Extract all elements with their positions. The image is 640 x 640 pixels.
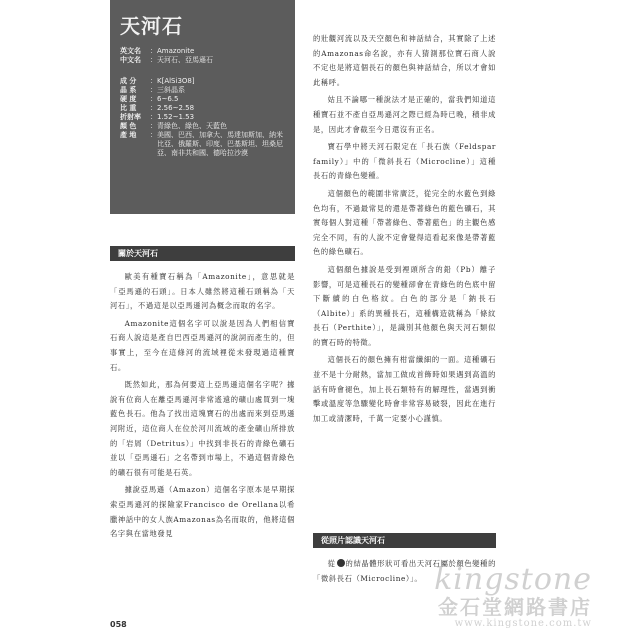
spec-key: 硬 度 (120, 95, 137, 103)
watermark-url: www.kingstone.com.tw (454, 618, 592, 629)
spec-row (120, 86, 287, 95)
spec-key: 顏 色 (120, 122, 137, 130)
spec-row (120, 77, 287, 86)
spec-separator: ： (150, 122, 157, 130)
paragraph: 歐美有種寶石稱為「Amazonite」，意思就是「亞馬遜的石頭」。日本人雖然將這種石頭稱為「天河石」，不過這是以亞馬遜河為概念而取的名字。 (110, 272, 295, 311)
paragraph: 這個顏色的範圍非常廣泛，從完全的水藍色到綠色均有，不過最常見的還是帶著綠色的藍色礦石，其實每個人對這種「帶著綠色、帶著藍色」的主觀色感完全不同，有的人說不定會覺得這看起來像是帶著藍色的綠色礦石。 (313, 188, 496, 257)
spec-names (120, 47, 287, 65)
spec-row (120, 47, 287, 56)
spec-row (120, 122, 287, 131)
paragraph: 姑且不論哪一種說法才是正確的，當我們知道這種寶石並不產自亞馬遜河之際已經為時已晚，積非成是，因此才會截至今日還沒有正名。 (313, 95, 496, 134)
right-column-text (313, 32, 496, 429)
paragraph: 寶石學中將天河石限定在「長石族（Feldspar family）」中的「微斜長石（Microcline）」這種長石的青綠色變種。 (313, 142, 496, 181)
page-number: 058 (110, 620, 127, 629)
section-header-about: 關於天河石 (110, 246, 295, 261)
spec-separator: ： (150, 131, 157, 139)
spec-separator: ： (150, 113, 157, 121)
watermark-brand: kingstone (434, 562, 592, 597)
left-column-text (110, 270, 295, 545)
spec-row (120, 113, 287, 122)
spec-key: 比 重 (120, 104, 137, 112)
spec-value: 美國、巴西、加拿大、馬達加斯加、納米比亞、俄羅斯、印度、巴基斯坦、坦桑尼亞、南非共和國、德哈拉沙漠 (157, 131, 283, 157)
spec-key: 折射率 (120, 113, 141, 121)
gem-title: 天河石 (120, 14, 183, 38)
spec-key: 中文名 (120, 56, 141, 64)
spec-value: 三斜晶系 (157, 86, 185, 94)
watermark-chinese-name: 金石堂網路書店 (438, 595, 592, 619)
spec-key: 產 地 (120, 131, 137, 139)
specification-box (110, 0, 295, 214)
photo-caption (313, 557, 496, 586)
number-circle-icon (337, 559, 345, 567)
spec-row (120, 131, 287, 158)
paragraph: 這個長石的顏色擁有柑當纖細的一面。這種礦石並不是十分耐熱，當加工做成首飾時如果遇到高溫的話有時會褪色，加上長石類特有的解理性，當遇到衝擊或溫度等急驟變化時會非常容易破裂，因此在進行加工或清潔時，千萬一定要小心謹慎。 (313, 355, 496, 423)
section-header-photos: 從照片認識天河石 (313, 533, 496, 548)
spec-separator: ： (150, 56, 157, 64)
caption-after: 的結晶體形狀可看出天河石屬於顏色變種的「微斜長石（Microcline）」。 (313, 559, 496, 583)
spec-key: 晶 系 (120, 86, 137, 94)
spec-row (120, 104, 287, 113)
spec-value: K[AlSi3O8] (157, 77, 195, 85)
spec-separator: ： (150, 47, 157, 55)
spec-value: 6~6.5 (157, 95, 179, 103)
spec-properties (120, 77, 287, 158)
paragraph: 的壯觀河流以及天空顏色和神話結合，其實除了上述的Amazonas命名說，亦有人猜測那位寶石商人說不定也是將這個長石的顏色與神話結合，所以才會如此稱呼。 (313, 34, 496, 87)
spec-separator: ： (150, 104, 157, 112)
spec-value: 2.56~2.58 (157, 104, 195, 112)
spec-separator: ： (150, 86, 157, 94)
spec-key: 英文名 (120, 47, 141, 55)
paragraph: 據說亞馬遜（Amazon）這個名字原本是早期探索亞馬遜河的探險家Francisco de Orellana以希臘神話中的女人族Amazonas為名而取的，他將這個名字與在當地發見 (110, 485, 295, 539)
spec-row (120, 56, 287, 65)
spec-key: 成 分 (120, 77, 137, 85)
spec-value: Amazonite (157, 47, 195, 55)
spec-separator: ： (150, 95, 157, 103)
spec-value: 天河石、亞馬遜石 (157, 56, 213, 64)
spec-divider (120, 65, 287, 77)
spec-row (120, 95, 287, 104)
caption-before: 從 (327, 559, 336, 568)
spec-separator: ： (150, 77, 157, 85)
paragraph: Amazonite這個名字可以說是因為人們相信寶石商人說這是產自巴西亞馬遜河的說詞而產生的，但事實上，至今在這條河的流域裡從未發現過這種寶石。 (110, 318, 295, 372)
spec-value: 青綠色、綠色、天藍色 (157, 122, 227, 130)
paragraph: 這個顏色據說是受到裡頭所含的鉛（Pb）離子影響，可是這種長石的變種卻會在青綠色的色底中留下斷續的白色格紋。白色的部分是「鈉長石（Albite）」系的異種長石，這種構造就稱為「條紋長石（Perthite）」，是識別其他顏色與天河石類似的寶石時的特徵。 (313, 264, 496, 347)
spec-value: 1.52~1.53 (157, 113, 195, 121)
paragraph: 既然如此，那為何要這上亞馬遜這個名字呢？據說有位商人在離亞馬遜河非常遙遠的礦山處買到一塊藍色長石。他為了找出這塊寶石的出處而來到亞馬遜河附近，這位商人在位於河川流域的產金礦山所排放的「岩屑（Detritus）」中找到非長石的青綠色礦石並以「亞馬遜石」之名帶到市場上，不過這個青綠色的礦石很有可能是石英。 (110, 380, 295, 477)
